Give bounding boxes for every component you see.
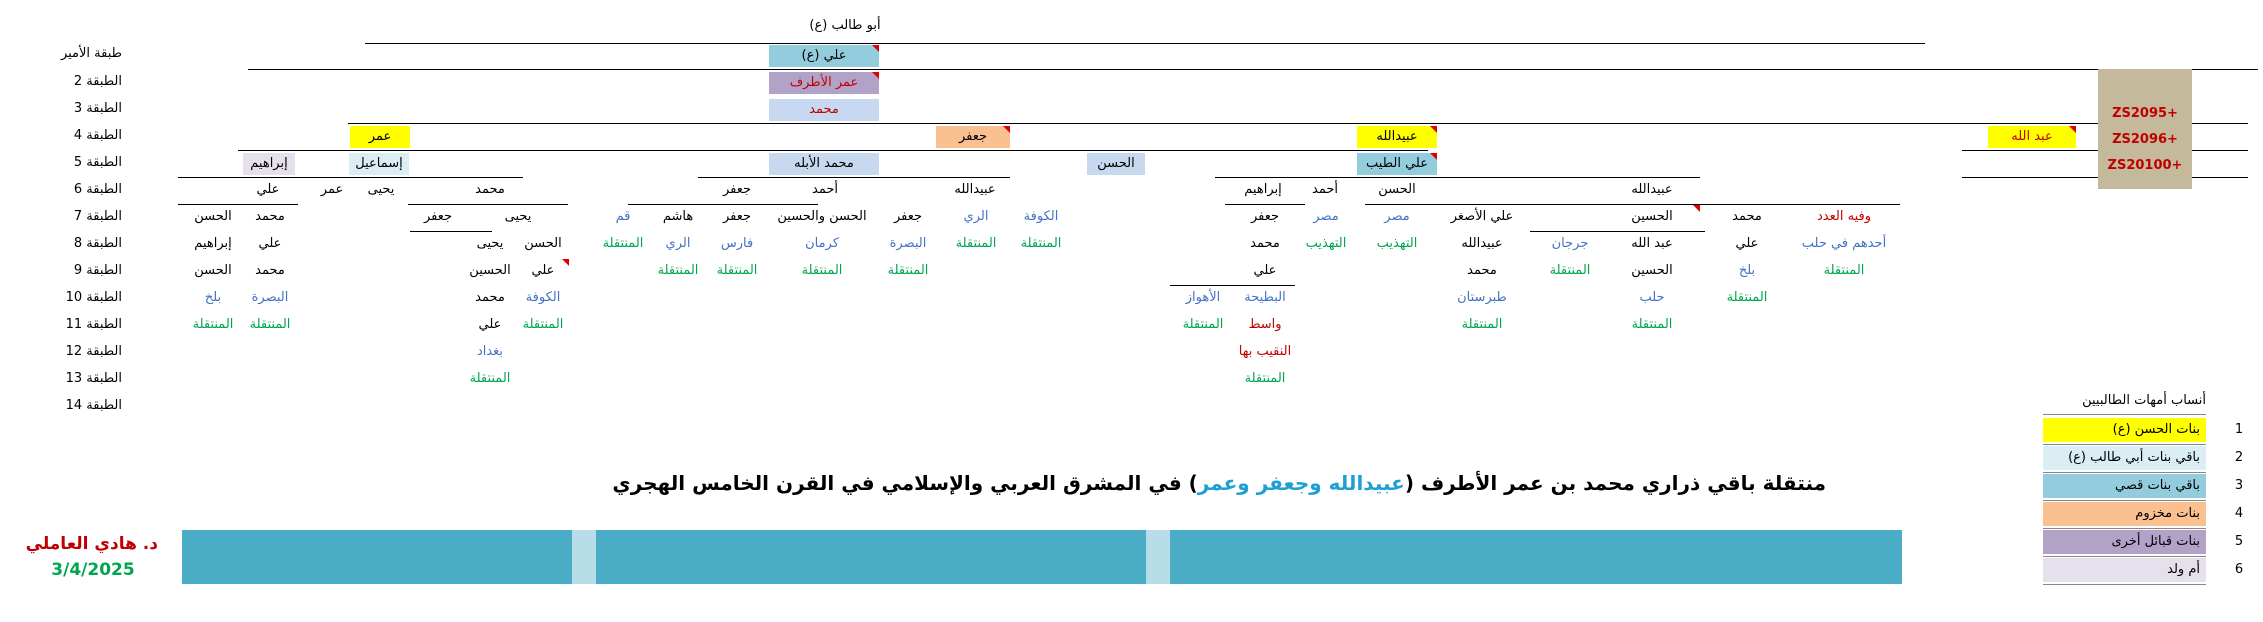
tree-node: علي [478, 317, 502, 332]
tree-node: محمد [1250, 236, 1280, 251]
tree-node: يحيى [367, 182, 395, 197]
tree-node: أحدهم في حلب [1801, 236, 1887, 251]
page-title [612, 470, 1826, 496]
tree-node: المنتقلة [602, 236, 644, 251]
author-date: 3/4/2025 [51, 560, 135, 580]
generation-label: الطبقة 13 [65, 371, 122, 386]
tree-node: علي [258, 236, 282, 251]
tree-node: المنتقلة [1461, 317, 1503, 332]
tree-node: هاشم [662, 209, 694, 224]
legend-number: 1 [2234, 422, 2244, 437]
node-ali [769, 45, 879, 67]
tree-node: البصرة [889, 236, 927, 251]
note-marker [1693, 205, 1700, 212]
legend-separator [2043, 584, 2206, 585]
tree-node: المنتقلة [887, 263, 929, 278]
node-label: الحسن [1097, 156, 1135, 171]
generation-label: الطبقة 7 [73, 209, 122, 224]
tree-node: عبد الله [1631, 236, 1673, 251]
tree-node: جعفر [893, 209, 923, 224]
generation-label: الطبقة 5 [73, 155, 122, 170]
legend-item: بنات مخزوم [2043, 502, 2206, 526]
tree-node: الحسين [469, 263, 511, 278]
node-label: عمر [368, 129, 392, 144]
tree-node: عمر [320, 182, 344, 197]
tree-node: الحسن [524, 236, 562, 251]
tree-node: البصرة [251, 290, 289, 305]
generation-label: الطبقة 8 [73, 236, 122, 251]
tree-node: محمد [475, 182, 505, 197]
tree-node: المنتقلة [1020, 236, 1062, 251]
author-name: د. هادي العاملي [25, 534, 158, 554]
timeline-gap [572, 530, 596, 584]
legend-number: 3 [2234, 478, 2244, 493]
tree-node: عبيدالله [1461, 236, 1503, 251]
tree-node: فارس [720, 236, 754, 251]
tree-line [348, 123, 2248, 124]
note-marker [872, 72, 879, 79]
title-part: ) في المشرق العربي والإسلامي في القرن الخامس الهجري [612, 471, 1198, 495]
zs-code: ZS20100+ [2107, 158, 2183, 173]
zs-code: ZS2096+ [2112, 132, 2178, 147]
legend-separator [2043, 414, 2206, 415]
tree-line [1215, 177, 1700, 178]
node-label: علي الطيب [1366, 156, 1428, 171]
tree-node: الحسين [1631, 263, 1673, 278]
legend-separator [2043, 500, 2206, 501]
tree-node: البطيحة [1244, 290, 1286, 305]
tree-node: الكوفة [1023, 209, 1059, 224]
legend-number: 4 [2234, 506, 2244, 521]
tree-node: الحسن والحسين [777, 209, 867, 224]
node-ubaydallah-branch [1357, 126, 1437, 148]
tree-node: محمد [1467, 263, 1497, 278]
tree-line [628, 204, 818, 205]
legend-item: بنات قبائل أخرى [2043, 530, 2206, 554]
tree-node: المنتقلة [1631, 317, 1673, 332]
tree-line [178, 204, 298, 205]
node-muhammad [769, 99, 879, 121]
tree-node: المنتقلة [1726, 290, 1768, 305]
tree-node: جعفر [1250, 209, 1280, 224]
note-marker [872, 45, 879, 52]
tree-node: علي الأصغر [1450, 209, 1514, 224]
generation-label: الطبقة 9 [73, 263, 122, 278]
tree-node: المنتقلة [522, 317, 564, 332]
timeline-segment [1170, 530, 1902, 584]
legend-separator [2043, 444, 2206, 445]
timeline-gap [1146, 530, 1170, 584]
tree-line [1365, 204, 1900, 205]
node-muhammad-ablah [769, 153, 879, 175]
node-ismail [349, 153, 409, 175]
tree-node: كرمان [805, 236, 839, 251]
tree-node: طبرستان [1457, 290, 1507, 305]
tree-node: الكوفة [525, 290, 561, 305]
tree-line [365, 43, 1925, 44]
tree-line [178, 177, 523, 178]
generation-label: الطبقة 10 [65, 290, 122, 305]
generation-label: الطبقة 14 [65, 398, 122, 413]
node-label: عبد الله [2011, 129, 2053, 144]
tree-node: المنتقلة [1823, 263, 1865, 278]
tree-node: واسط [1248, 317, 1282, 332]
tree-line [410, 231, 492, 232]
tree-node: المنتقلة [716, 263, 758, 278]
tree-node: المنتقلة [192, 317, 234, 332]
note-marker [1430, 126, 1437, 133]
generation-label: الطبقة 2 [73, 74, 122, 89]
generation-label: الطبقة 6 [73, 182, 122, 197]
node-jaafar-branch [936, 126, 1010, 148]
tree-node: مصر [1384, 209, 1410, 224]
tree-node: إبراهيم [1244, 182, 1282, 197]
tree-node: بلخ [204, 290, 222, 305]
legend-separator [2043, 472, 2206, 473]
tree-node: محمد [255, 263, 285, 278]
legend-item: باقي بنات أبي طالب (ع) [2043, 446, 2206, 470]
node-label: إسماعيل [355, 156, 403, 171]
tree-node: الري [963, 209, 989, 224]
timeline-segment [596, 530, 1146, 584]
tree-node: عبيدالله [1631, 182, 1673, 197]
tree-node: التهذيب [1305, 236, 1347, 251]
tree-node: جعفر [722, 209, 752, 224]
node-omar-atraf [769, 72, 879, 94]
tree-node: المنتقلة [657, 263, 699, 278]
tree-node: المنتقلة [955, 236, 997, 251]
timeline-segment [182, 530, 572, 584]
generation-label: الطبقة 11 [65, 317, 122, 332]
tree-node: محمد [1732, 209, 1762, 224]
node-hasan [1087, 153, 1145, 175]
node-abdallah-branch [1988, 126, 2076, 148]
tree-node: علي [1735, 236, 1759, 251]
tree-node: الأهواز [1185, 290, 1221, 305]
tree-line [1530, 231, 1705, 232]
note-marker [1430, 153, 1437, 160]
tree-node: الحسن [1378, 182, 1416, 197]
root-ancestor: أبو طالب (ع) [809, 18, 881, 33]
tree-node: التهذيب [1376, 236, 1418, 251]
generation-label: الطبقة 3 [73, 101, 122, 116]
tree-node: جعفر [423, 209, 453, 224]
tree-node: حلب [1639, 290, 1665, 305]
tree-node: المنتقلة [249, 317, 291, 332]
tree-node: جرجان [1551, 236, 1589, 251]
tree-node: وفيه العدد [1817, 209, 1871, 224]
tree-node: علي [1253, 263, 1277, 278]
tree-node: علي [256, 182, 280, 197]
tree-line [248, 69, 2258, 70]
node-label: محمد الأبله [794, 156, 854, 171]
legend-title: أنساب أمهات الطالبيين [2082, 393, 2206, 408]
tree-node: محمد [255, 209, 285, 224]
legend-separator [2043, 556, 2206, 557]
tree-node: النقيب بها [1238, 344, 1292, 359]
tree-line [408, 204, 568, 205]
tree-node: جعفر [722, 182, 752, 197]
tree-node: علي [531, 263, 555, 278]
node-label: محمد [809, 102, 839, 117]
legend-separator [2043, 528, 2206, 529]
tree-line [1225, 204, 1305, 205]
tree-node: المنتقلة [1244, 371, 1286, 386]
legend-number: 5 [2234, 534, 2244, 549]
tree-node: المنتقلة [469, 371, 511, 386]
node-label: علي (ع) [801, 48, 847, 63]
tree-node: الحسين [1631, 209, 1673, 224]
tree-line [238, 150, 1428, 151]
title-highlight: عبيدالله وجعفر وعمر [1197, 471, 1405, 495]
tree-node: قم [615, 209, 631, 224]
tree-node: إبراهيم [194, 236, 232, 251]
tree-node: يحيى [504, 209, 532, 224]
tree-node: محمد [475, 290, 505, 305]
tree-line [698, 177, 1010, 178]
tree-node: أحمد [1312, 182, 1338, 197]
node-omar-branch [350, 126, 410, 148]
tree-node: بلخ [1738, 263, 1756, 278]
generation-label: الطبقة 12 [65, 344, 122, 359]
legend-item: أم ولد [2043, 558, 2206, 582]
legend-number: 6 [2234, 562, 2244, 577]
tree-node: الحسن [194, 263, 232, 278]
tree-node: المنتقلة [1182, 317, 1224, 332]
title-part: منتقلة باقي ذراري محمد بن عمر الأطرف ( [1404, 471, 1826, 495]
tree-node: بغداد [476, 344, 504, 359]
note-marker [2069, 126, 2076, 133]
tree-node: المنتقلة [801, 263, 843, 278]
generation-label: الطبقة 4 [73, 128, 122, 143]
node-label: إبراهيم [250, 156, 288, 171]
node-ibrahim [243, 153, 295, 175]
tree-node: المنتقلة [1549, 263, 1591, 278]
zs-code: ZS2095+ [2112, 106, 2178, 121]
legend-item: بنات الحسن (ع) [2043, 418, 2206, 442]
tree-line [1170, 285, 1295, 286]
node-label: عمر الأطرف [789, 75, 859, 90]
zs-code-panel [2098, 69, 2192, 189]
tree-node: مصر [1313, 209, 1339, 224]
node-ali-tayyib [1357, 153, 1437, 175]
tree-node: عبيدالله [954, 182, 996, 197]
tree-node: الري [665, 236, 691, 251]
tree-node: الحسن [194, 209, 232, 224]
node-label: جعفر [958, 129, 988, 144]
generation-label: طبقة الأمير [60, 46, 122, 61]
tree-node: يحيى [476, 236, 504, 251]
legend-item: باقي بنات قصي [2043, 474, 2206, 498]
tree-node: أحمد [812, 182, 838, 197]
legend-number: 2 [2234, 450, 2244, 465]
node-label: عبيدالله [1376, 129, 1418, 144]
note-marker [1003, 126, 1010, 133]
note-marker [562, 259, 569, 266]
